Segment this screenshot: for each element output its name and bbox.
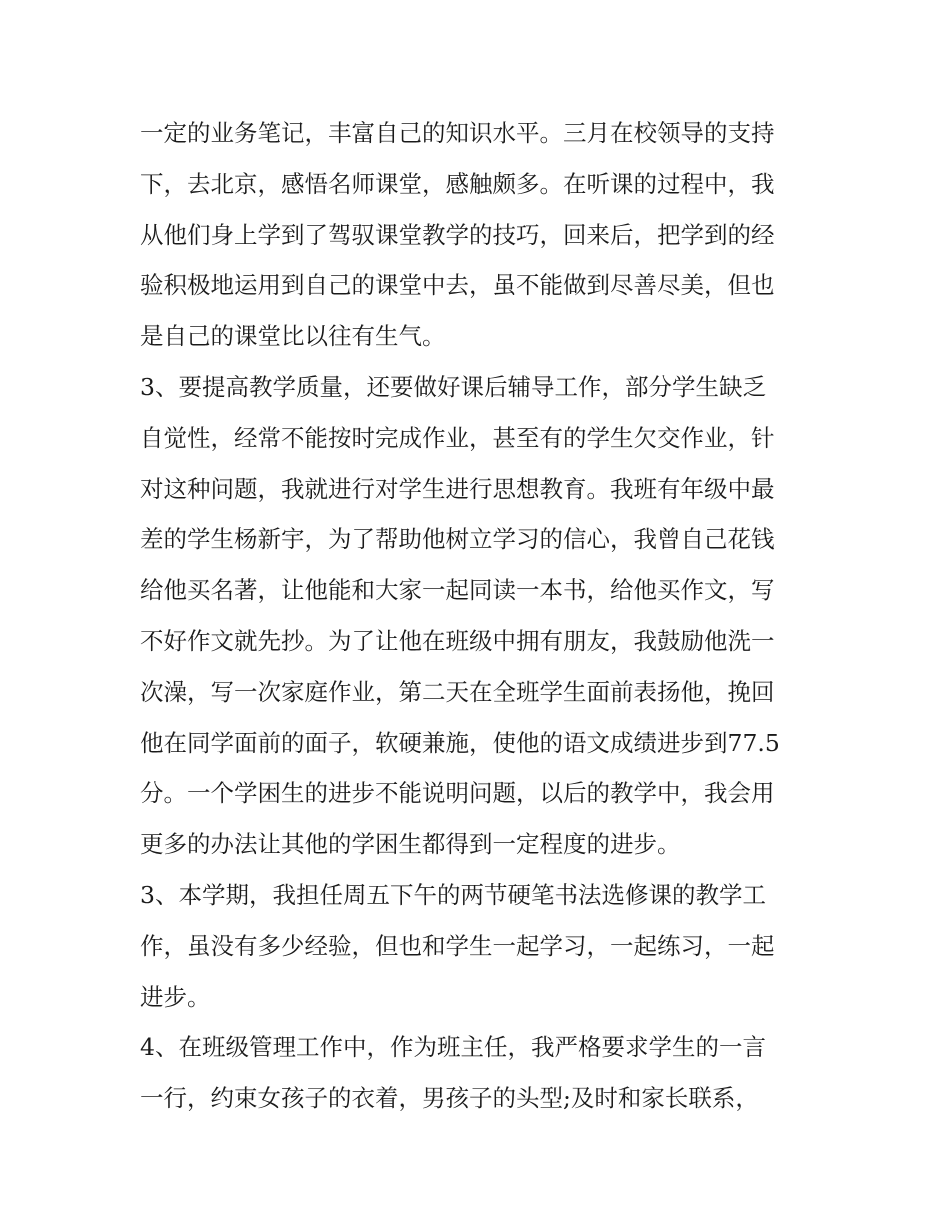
text-line: 他在同学面前的面子，软硬兼施，使他的语文成绩进步到77.5: [140, 728, 780, 757]
text-line: 下，去北京，感悟名师课堂，感触颇多。在听课的过程中，我: [140, 169, 775, 198]
text-line: 验积极地运用到自己的课堂中去，虽不能做到尽善尽美，但也: [140, 271, 775, 300]
text-line: 从他们身上学到了驾驭课堂教学的技巧，回来后，把学到的经: [140, 220, 775, 249]
text-line: 进步。: [140, 982, 211, 1011]
text-line: 4、在班级管理工作中，作为班主任，我严格要求学生的一言: [140, 1033, 766, 1062]
text-line: 次澡，写一次家庭作业，第二天在全班学生面前表扬他，挽回: [140, 677, 775, 706]
text-line: 自觉性，经常不能按时完成作业，甚至有的学生欠交作业，针: [140, 423, 775, 452]
text-line: 作，虽没有多少经验，但也和学生一起学习，一起练习，一起: [140, 931, 775, 960]
text-line: 一定的业务笔记，丰富自己的知识水平。三月在校领导的支持: [140, 119, 775, 147]
text-line: 给他买名著，让他能和大家一起同读一本书，给他买作文，写: [140, 576, 775, 605]
text-line: 不好作文就先抄。为了让他在班级中拥有朋友，我鼓励他洗一: [140, 626, 775, 655]
document-body: [140, 108, 820, 1124]
text-line: 差的学生杨新宇，为了帮助他树立学习的信心，我曾自己花钱: [140, 525, 775, 554]
text-line: 3、要提高教学质量，还要做好课后辅导工作，部分学生缺乏: [140, 372, 766, 401]
text-line: 分。一个学困生的进步不能说明问题，以后的教学中，我会用: [140, 779, 775, 808]
text-line: 3、本学期，我担任周五下午的两节硬笔书法选修课的教学工: [140, 880, 766, 909]
text-line: 对这种问题，我就进行对学生进行思想教育。我班有年级中最: [140, 474, 775, 503]
text-line: 是自己的课堂比以往有生气。: [140, 322, 446, 351]
text-line: 一行，约束女孩子的衣着，男孩子的头型;及时和家长联系，: [140, 1084, 759, 1113]
text-line: 更多的办法让其他的学困生都得到一定程度的进步。: [140, 830, 681, 859]
